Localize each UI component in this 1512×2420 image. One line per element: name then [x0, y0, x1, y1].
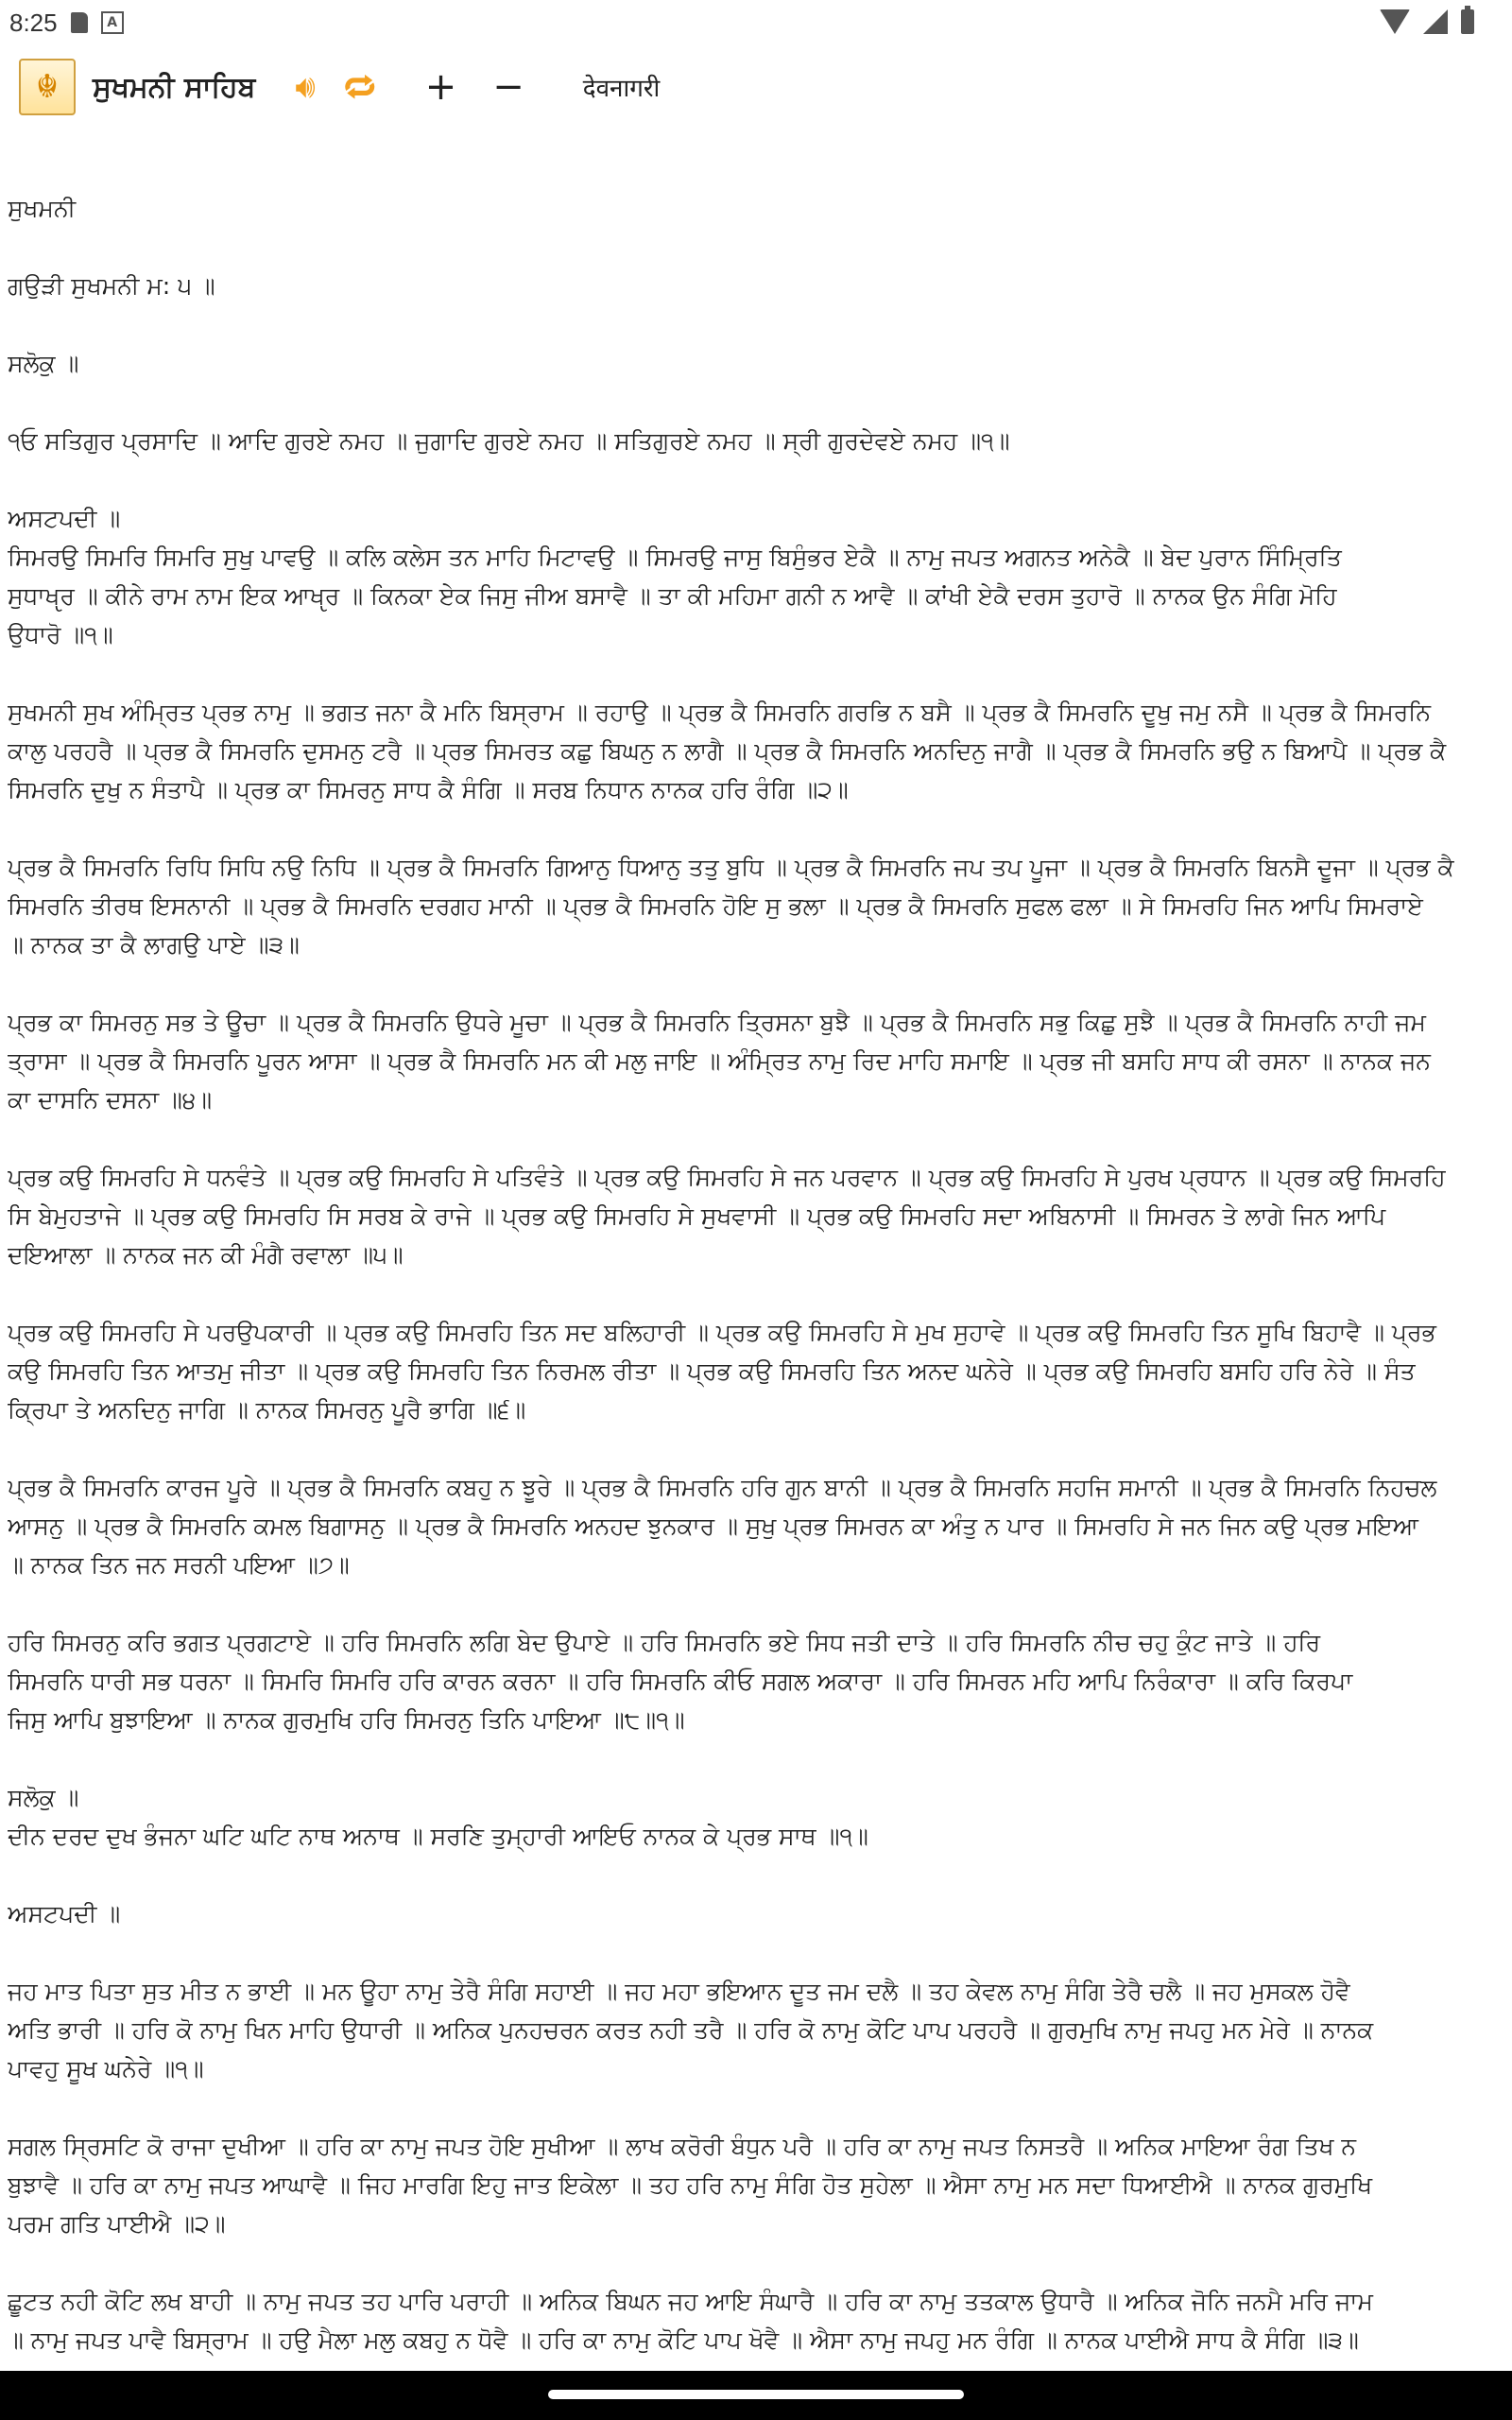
decrease-font-button[interactable]: −: [492, 65, 524, 109]
verse-paragraph: [8, 499, 1504, 654]
speaker-icon[interactable]: 🔊︎: [295, 68, 316, 106]
verse-paragraph: [8, 1158, 1504, 1274]
verse-line: ਸੁਖਮਨੀ: [8, 195, 77, 222]
verse-line: ਹਰਿ ਸਿਮਰਨੁ ਕਰਿ ਭਗਤ ਪ੍ਰਗਟਾਏ ॥ ਹਰਿ ਸਿਮਰਨਿ ਲਗਿ ਬੇਦ ਉਪਾਏ ॥ ਹਰਿ ਸਿਮਰਨਿ ਭਏ ਸਿਧ ਜਤੀ ਦਾਤੇ ॥ ਹਰਿ ਸਿਮਰਨਿ ਨੀਚ ਚਹੁ ਕੁੰਟ ਜਾਤੇ ॥ ਹਰਿ: [8, 1629, 1321, 1656]
verse-line: ਸਿਮਰਉ ਸਿਮਰਿ ਸਿਮਰਿ ਸੁਖੁ ਪਾਵਉ ॥ ਕਲਿ ਕਲੇਸ ਤਨ ਮਾਹਿ ਮਿਟਾਵਉ ॥ ਸਿਮਰਉ ਜਾਸੁ ਬਿਸੁੰਭਰ ਏਕੈ ॥ ਨਾਮੁ ਜਪਤ ਅਗਨਤ ਅਨੇਕੈ ॥ ਬੇਦ ਪੁਰਾਨ ਸਿੰਮ੍ਰਿਤਿ: [8, 544, 1342, 571]
status-indicators: [1380, 9, 1474, 34]
status-time: 8:25: [9, 8, 58, 37]
app-toolbar: [0, 53, 1512, 121]
verse-line: ॥ ਨਾਨਕ ਤਾ ਕੈ ਲਾਗਉ ਪਾਏ ॥੩॥: [8, 931, 300, 959]
verse-line: ਪਾਵਹੁ ਸੂਖ ਘਨੇਰੇ ॥੧॥: [8, 2055, 204, 2083]
sd-card-icon: [71, 12, 88, 33]
verse-line: ਅਸਟਪਦੀ ॥: [8, 1900, 121, 1927]
verse-line: ਸਲੋਕੁ ॥: [8, 1784, 79, 1811]
verse-paragraph: [8, 189, 1504, 228]
verse-line: ਬੁਝਾਵੈ ॥ ਹਰਿ ਕਾ ਨਾਮੁ ਜਪਤ ਆਘਾਵੈ ॥ ਜਿਹ ਮਾਰਗਿ ਇਹੁ ਜਾਤ ਇਕੇਲਾ ॥ ਤਹ ਹਰਿ ਨਾਮੁ ਸੰਗਿ ਹੋਤ ਸੁਹੇਲਾ ॥ ਐਸਾ ਨਾਮੁ ਮਨ ਸਦਾ ਧਿਆਈਐ ॥ ਨਾਨਕ ਗੁਰਮੁਖਿ: [8, 2171, 1373, 2199]
verse-line: ਛੂਟਤ ਨਹੀ ਕੋਟਿ ਲਖ ਬਾਹੀ ॥ ਨਾਮੁ ਜਪਤ ਤਹ ਪਾਰਿ ਪਰਾਹੀ ॥ ਅਨਿਕ ਬਿਘਨ ਜਹ ਆਇ ਸੰਘਾਰੈ ॥ ਹਰਿ ਕਾ ਨਾਮੁ ਤਤਕਾਲ ਉਧਾਰੈ ॥ ਅਨਿਕ ਜੋਨਿ ਜਨਮੈ ਮਰਿ ਜਾਮ: [8, 2288, 1373, 2315]
verse-line: ੧ਓ ਸਤਿਗੁਰ ਪ੍ਰਸਾਦਿ ॥ ਆਦਿ ਗੁਰਏ ਨਮਹ ॥ ਜੁਗਾਦਿ ਗੁਰਏ ਨਮਹ ॥ ਸਤਿਗੁਰਏ ਨਮਹ ॥ ਸ੍ਰੀ ਗੁਰਦੇਵਏ ਨਮਹ ॥੧॥: [8, 427, 1010, 455]
verse-line: ਅਤਿ ਭਾਰੀ ॥ ਹਰਿ ਕੋ ਨਾਮੁ ਖਿਨ ਮਾਹਿ ਉਧਾਰੀ ॥ ਅਨਿਕ ਪੁਨਹਚਰਨ ਕਰਤ ਨਹੀ ਤਰੈ ॥ ਹਰਿ ਕੋ ਨਾਮੁ ਕੋਟਿ ਪਾਪ ਪਰਹਰੈ ॥ ਗੁਰਮੁਖਿ ਨਾਮੁ ਜਪਹੁ ਮਨ ਮੇਰੇ ॥ ਨਾਨਕ: [8, 2016, 1374, 2044]
signal-icon: [1423, 9, 1448, 34]
a-notification-icon: A: [101, 11, 124, 34]
verse-paragraph: [8, 1623, 1504, 1739]
verse-line: ਅਸਟਪਦੀ ॥: [8, 505, 121, 532]
verse-line: ਸਲੋਕੁ ॥: [8, 350, 79, 377]
verse-paragraph: [8, 1894, 1504, 1933]
verse-line: ॥ ਨਾਮੁ ਜਪਤ ਪਾਵੈ ਬਿਸ੍ਰਾਮ ॥ ਹਉ ਮੈਲਾ ਮਲੁ ਕਬਹੁ ਨ ਧੋਵੈ ॥ ਹਰਿ ਕਾ ਨਾਮੁ ਕੋਟਿ ਪਾਪ ਖੋਵੈ ॥ ਐਸਾ ਨਾਮੁ ਜਪਹੁ ਮਨ ਰੰਗਿ ॥ ਨਾਨਕ ਪਾਈਐ ਸਾਧ ਕੈ ਸੰਗਿ ॥੩॥: [8, 2326, 1359, 2354]
verse-line: ਸੁਧਾਖੵਰ ॥ ਕੀਨੇ ਰਾਮ ਨਾਮ ਇਕ ਆਖੵਰ ॥ ਕਿਨਕਾ ਏਕ ਜਿਸੁ ਜੀਅ ਬਸਾਵੈ ॥ ਤਾ ਕੀ ਮਹਿਮਾ ਗਨੀ ਨ ਆਵੈ ॥ ਕਾਂਖੀ ਏਕੈ ਦਰਸ ਤੁਹਾਰੋ ॥ ਨਾਨਕ ਉਨ ਸੰਗਿ ਮੋਹਿ: [8, 582, 1337, 610]
verse-line: ਪ੍ਰਭ ਕਾ ਸਿਮਰਨੁ ਸਭ ਤੇ ਊਚਾ ॥ ਪ੍ਰਭ ਕੈ ਸਿਮਰਨਿ ਉਧਰੇ ਮੂਚਾ ॥ ਪ੍ਰਭ ਕੈ ਸਿਮਰਨਿ ਤ੍ਰਿਸਨਾ ਬੁਝੈ ॥ ਪ੍ਰਭ ਕੈ ਸਿਮਰਨਿ ਸਭੁ ਕਿਛੁ ਸੁਝੈ ॥ ਪ੍ਰਭ ਕੈ ਸਿਮਰਨਿ ਨਾਹੀ ਜਮ: [8, 1009, 1426, 1036]
verse-paragraph: [8, 1468, 1504, 1584]
verse-line: ਪਰਮ ਗਤਿ ਪਾਈਐ ॥੨॥: [8, 2210, 226, 2238]
navigation-bar: [0, 2371, 1512, 2420]
verse-line: ਤ੍ਰਾਸਾ ॥ ਪ੍ਰਭ ਕੈ ਸਿਮਰਨਿ ਪੂਰਨ ਆਸਾ ॥ ਪ੍ਰਭ ਕੈ ਸਿਮਰਨਿ ਮਨ ਕੀ ਮਲੁ ਜਾਇ ॥ ਅੰਮ੍ਰਿਤ ਨਾਮੁ ਰਿਦ ਮਾਹਿ ਸਮਾਇ ॥ ਪ੍ਰਭ ਜੀ ਬਸਹਿ ਸਾਧ ਕੀ ਰਸਨਾ ॥ ਨਾਨਕ ਜਨ: [8, 1047, 1431, 1075]
verse-line: ਸਿ ਬੇਮੁਹਤਾਜੇ ॥ ਪ੍ਰਭ ਕਉ ਸਿਮਰਹਿ ਸਿ ਸਰਬ ਕੇ ਰਾਜੇ ॥ ਪ੍ਰਭ ਕਉ ਸਿਮਰਹਿ ਸੇ ਸੁਖਵਾਸੀ ॥ ਪ੍ਰਭ ਕਉ ਸਿਮਰਹਿ ਸਦਾ ਅਬਿਨਾਸੀ ॥ ਸਿਮਰਨ ਤੇ ਲਾਗੇ ਜਿਨ ਆਪਿ: [8, 1202, 1386, 1230]
status-bar: [0, 0, 1512, 45]
home-gesture-handle[interactable]: [548, 2390, 964, 2399]
verse-paragraph: [8, 1003, 1504, 1119]
verse-line: ਪ੍ਰਭ ਕਉ ਸਿਮਰਹਿ ਸੇ ਧਨਵੰਤੇ ॥ ਪ੍ਰਭ ਕਉ ਸਿਮਰਹਿ ਸੇ ਪਤਿਵੰਤੇ ॥ ਪ੍ਰਭ ਕਉ ਸਿਮਰਹਿ ਸੇ ਜਨ ਪਰਵਾਨ ॥ ਪ੍ਰਭ ਕਉ ਸਿਮਰਹਿ ਸੇ ਪੁਰਖ ਪ੍ਰਧਾਨ ॥ ਪ੍ਰਭ ਕਉ ਸਿਮਰਹਿ: [8, 1164, 1446, 1191]
app-title: ਸੁਖਮਨੀ ਸਾਹਿਬ: [93, 70, 256, 104]
verse-paragraph: [8, 693, 1504, 809]
gurbani-text[interactable]: [8, 189, 1504, 2363]
verse-paragraph: [8, 267, 1504, 305]
verse-line: ਸਿਮਰਨਿ ਧਾਰੀ ਸਭ ਧਰਨਾ ॥ ਸਿਮਰਿ ਸਿਮਰਿ ਹਰਿ ਕਾਰਨ ਕਰਨਾ ॥ ਹਰਿ ਸਿਮਰਨਿ ਕੀਓ ਸਗਲ ਅਕਾਰਾ ॥ ਹਰਿ ਸਿਮਰਨ ਮਹਿ ਆਪਿ ਨਿਰੰਕਾਰਾ ॥ ਕਰਿ ਕਿਰਪਾ: [8, 1668, 1353, 1695]
battery-icon: [1461, 9, 1474, 34]
script-toggle-button[interactable]: देवनागरी: [582, 75, 661, 103]
verse-paragraph: [8, 1313, 1504, 1429]
verse-line: ਪ੍ਰਭ ਕਉ ਸਿਮਰਹਿ ਸੇ ਪਰਉਪਕਾਰੀ ॥ ਪ੍ਰਭ ਕਉ ਸਿਮਰਹਿ ਤਿਨ ਸਦ ਬਲਿਹਾਰੀ ॥ ਪ੍ਰਭ ਕਉ ਸਿਮਰਹਿ ਸੇ ਮੁਖ ਸੁਹਾਵੇ ॥ ਪ੍ਰਭ ਕਉ ਸਿਮਰਹਿ ਤਿਨ ਸੂਖਿ ਬਿਹਾਵੈ ॥ ਪ੍ਰਭ: [8, 1319, 1436, 1346]
verse-line: ਜਿਸੁ ਆਪਿ ਬੁਝਾਇਆ ॥ ਨਾਨਕ ਗੁਰਮੁਖਿ ਹਰਿ ਸਿਮਰਨੁ ਤਿਨਿ ਪਾਇਆ ॥੮॥੧॥: [8, 1706, 685, 1734]
verse-paragraph: [8, 344, 1504, 383]
verse-line: ਸੁਖਮਨੀ ਸੁਖ ਅੰਮ੍ਰਿਤ ਪ੍ਰਭ ਨਾਮੁ ॥ ਭਗਤ ਜਨਾ ਕੈ ਮਨਿ ਬਿਸ੍ਰਾਮ ॥ ਰਹਾਉ ॥ ਪ੍ਰਭ ਕੈ ਸਿਮਰਨਿ ਗਰਭਿ ਨ ਬਸੈ ॥ ਪ੍ਰਭ ਕੈ ਸਿਮਰਨਿ ਦੂਖੁ ਜਮੁ ਨਸੈ ॥ ਪ੍ਰਭ ਕੈ ਸਿਮਰਨਿ: [8, 699, 1431, 726]
verse-paragraph: [8, 1972, 1504, 2088]
verse-line: ਸਿਮਰਨਿ ਦੁਖੁ ਨ ਸੰਤਾਪੈ ॥ ਪ੍ਰਭ ਕਾ ਸਿਮਰਨੁ ਸਾਧ ਕੈ ਸੰਗਿ ॥ ਸਰਬ ਨਿਧਾਨ ਨਾਨਕ ਹਰਿ ਰੰਗਿ ॥੨॥: [8, 776, 849, 804]
verse-line: ਜਹ ਮਾਤ ਪਿਤਾ ਸੁਤ ਮੀਤ ਨ ਭਾਈ ॥ ਮਨ ਊਹਾ ਨਾਮੁ ਤੇਰੈ ਸੰਗਿ ਸਹਾਈ ॥ ਜਹ ਮਹਾ ਭਇਆਨ ਦੂਤ ਜਮ ਦਲੈ ॥ ਤਹ ਕੇਵਲ ਨਾਮੁ ਸੰਗਿ ਤੇਰੈ ਚਲੈ ॥ ਜਹ ਮੁਸਕਲ ਹੋਵੈ: [8, 1978, 1350, 2005]
verse-paragraph: [8, 422, 1504, 460]
verse-line: ਪ੍ਰਭ ਕੈ ਸਿਮਰਨਿ ਰਿਧਿ ਸਿਧਿ ਨਉ ਨਿਧਿ ॥ ਪ੍ਰਭ ਕੈ ਸਿਮਰਨਿ ਗਿਆਨੁ ਧਿਆਨੁ ਤਤੁ ਬੁਧਿ ॥ ਪ੍ਰਭ ਕੈ ਸਿਮਰਨਿ ਜਪ ਤਪ ਪੂਜਾ ॥ ਪ੍ਰਭ ਕੈ ਸਿਮਰਨਿ ਬਿਨਸੈ ਦੂਜਾ ॥ ਪ੍ਰਭ ਕੈ: [8, 854, 1454, 881]
verse-line: ॥ ਨਾਨਕ ਤਿਨ ਜਨ ਸਰਨੀ ਪਇਆ ॥੭॥: [8, 1551, 350, 1579]
verse-line: ਗਉੜੀ ਸੁਖਮਨੀ ਮ: ੫ ॥: [8, 272, 215, 300]
verse-line: ਸਿਮਰਨਿ ਤੀਰਥ ਇਸਨਾਨੀ ॥ ਪ੍ਰਭ ਕੈ ਸਿਮਰਨਿ ਦਰਗਹ ਮਾਨੀ ॥ ਪ੍ਰਭ ਕੈ ਸਿਮਰਨਿ ਹੋਇ ਸੁ ਭਲਾ ॥ ਪ੍ਰਭ ਕੈ ਸਿਮਰਨਿ ਸੁਫਲ ਫਲਾ ॥ ਸੇ ਸਿਮਰਹਿ ਜਿਨ ਆਪਿ ਸਿਮਰਾਏ: [8, 892, 1423, 920]
verse-line: ਆਸਨੁ ॥ ਪ੍ਰਭ ਕੈ ਸਿਮਰਨਿ ਕਮਲ ਬਿਗਾਸਨੁ ॥ ਪ੍ਰਭ ਕੈ ਸਿਮਰਨਿ ਅਨਹਦ ਝੁਨਕਾਰ ॥ ਸੁਖੁ ਪ੍ਰਭ ਸਿਮਰਨ ਕਾ ਅੰਤੁ ਨ ਪਾਰ ॥ ਸਿਮਰਹਿ ਸੇ ਜਨ ਜਿਨ ਕਉ ਪ੍ਰਭ ਮਇਆ: [8, 1512, 1418, 1540]
verse-paragraph: [8, 848, 1504, 964]
verse-line: ਪ੍ਰਭ ਕੈ ਸਿਮਰਨਿ ਕਾਰਜ ਪੂਰੇ ॥ ਪ੍ਰਭ ਕੈ ਸਿਮਰਨਿ ਕਬਹੁ ਨ ਝੂਰੇ ॥ ਪ੍ਰਭ ਕੈ ਸਿਮਰਨਿ ਹਰਿ ਗੁਨ ਬਾਨੀ ॥ ਪ੍ਰਭ ਕੈ ਸਿਮਰਨਿ ਸਹਜਿ ਸਮਾਨੀ ॥ ਪ੍ਰਭ ਕੈ ਸਿਮਰਨਿ ਨਿਹਚਲ: [8, 1474, 1437, 1501]
verse-paragraph: [8, 2127, 1504, 2243]
verse-line: ਦੀਨ ਦਰਦ ਦੁਖ ਭੰਜਨਾ ਘਟਿ ਘਟਿ ਨਾਥ ਅਨਾਥ ॥ ਸਰਣਿ ਤੁਮ੍ਹਾਰੀ ਆਇਓ ਨਾਨਕ ਕੇ ਪ੍ਰਭ ਸਾਥ ॥੧॥: [8, 1823, 868, 1850]
khanda-icon: ☬: [19, 59, 76, 115]
wifi-icon: [1380, 9, 1410, 34]
verse-line: ਕਾ ਦਾਸਨਿ ਦਸਨਾ ॥੪॥: [8, 1086, 213, 1114]
verse-paragraph: [8, 1778, 1504, 1856]
verse-line: ਦਇਆਲਾ ॥ ਨਾਨਕ ਜਨ ਕੀ ਮੰਗੈ ਰਵਾਲਾ ॥੫॥: [8, 1241, 404, 1269]
verse-line: ਉਧਾਰੋ ॥੧॥: [8, 621, 113, 648]
verse-line: ਕਾਲੁ ਪਰਹਰੈ ॥ ਪ੍ਰਭ ਕੈ ਸਿਮਰਨਿ ਦੁਸਮਨੁ ਟਰੈ ॥ ਪ੍ਰਭ ਸਿਮਰਤ ਕਛੁ ਬਿਘਨੁ ਨ ਲਾਗੈ ॥ ਪ੍ਰਭ ਕੈ ਸਿਮਰਨਿ ਅਨਦਿਨੁ ਜਾਗੈ ॥ ਪ੍ਰਭ ਕੈ ਸਿਮਰਨਿ ਭਉ ਨ ਬਿਆਪੈ ॥ ਪ੍ਰਭ ਕੈ: [8, 737, 1447, 765]
increase-font-button[interactable]: +: [424, 65, 457, 109]
repeat-icon[interactable]: 🔁︎: [343, 70, 376, 108]
verse-line: ਸਗਲ ਸ੍ਰਿਸਟਿ ਕੋ ਰਾਜਾ ਦੁਖੀਆ ॥ ਹਰਿ ਕਾ ਨਾਮੁ ਜਪਤ ਹੋਇ ਸੁਖੀਆ ॥ ਲਾਖ ਕਰੋਰੀ ਬੰਧੁਨ ਪਰੈ ॥ ਹਰਿ ਕਾ ਨਾਮੁ ਜਪਤ ਨਿਸਤਰੈ ॥ ਅਨਿਕ ਮਾਇਆ ਰੰਗ ਤਿਖ ਨ: [8, 2133, 1357, 2160]
verse-line: ਕਉ ਸਿਮਰਹਿ ਤਿਨ ਆਤਮੁ ਜੀਤਾ ॥ ਪ੍ਰਭ ਕਉ ਸਿਮਰਹਿ ਤਿਨ ਨਿਰਮਲ ਰੀਤਾ ॥ ਪ੍ਰਭ ਕਉ ਸਿਮਰਹਿ ਤਿਨ ਅਨਦ ਘਨੇਰੇ ॥ ਪ੍ਰਭ ਕਉ ਸਿਮਰਹਿ ਬਸਹਿ ਹਰਿ ਨੇਰੇ ॥ ਸੰਤ: [8, 1357, 1416, 1385]
verse-line: ਕ੍ਰਿਪਾ ਤੇ ਅਨਦਿਨੁ ਜਾਗਿ ॥ ਨਾਨਕ ਸਿਮਰਨੁ ਪੂਰੈ ਭਾਗਿ ॥੬॥: [8, 1396, 526, 1424]
verse-paragraph: [8, 2282, 1504, 2360]
